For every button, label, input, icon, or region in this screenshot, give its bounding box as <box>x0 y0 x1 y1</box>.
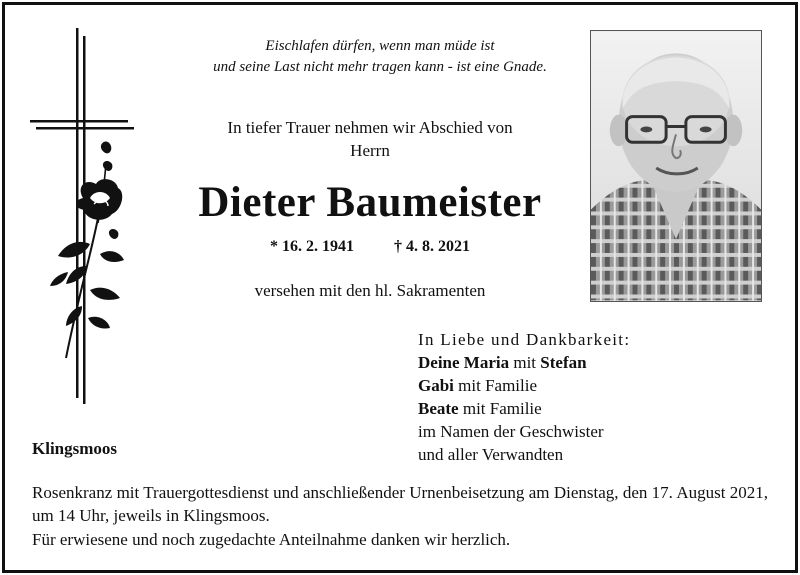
intro-line: In tiefer Trauer nehmen wir Abschied von <box>227 118 513 137</box>
intro-line: Herrn <box>350 141 390 160</box>
epigraph-line: Eischlafen dürfen, wenn man müde ist <box>265 38 495 54</box>
birth-date: * 16. 2. 1941 <box>270 238 354 255</box>
deceased-name: Dieter Baumeister <box>198 179 542 226</box>
death-date: † 4. 8. 2021 <box>394 238 470 255</box>
service-announcement: Rosenkranz mit Trauergottesdienst und anschließender Urnenbeisetzung am Dienstag, den 17. August 2021, um 14 Uhr, jeweils in Klingsmoos. <box>32 483 768 525</box>
place-name: Klingsmoos <box>32 439 118 458</box>
portrait-photo <box>590 30 762 302</box>
cross-with-rose-icon <box>28 28 138 408</box>
family-signatures <box>418 328 768 466</box>
intro-text <box>160 116 580 162</box>
family-line: Gabi mit Familie <box>418 376 538 395</box>
thanks-text: Für erwiesene und noch zugedachte Anteilnahme danken wir herzlich. <box>32 530 511 549</box>
epigraph-line: und seine Last nicht mehr tragen kann - ist eine Gnade. <box>213 59 547 75</box>
family-line: im Namen der Geschwister <box>418 422 604 441</box>
sacrament-text: versehen mit den hl. Sakramenten <box>254 281 486 300</box>
family-line: Beate mit Familie <box>418 399 542 418</box>
epigraph <box>160 36 600 78</box>
family-line: Deine Maria mit Stefan <box>418 353 587 372</box>
life-dates <box>160 236 580 258</box>
family-heading: In Liebe und Dankbarkeit: <box>418 330 631 349</box>
family-line: und aller Verwandten <box>418 445 564 464</box>
